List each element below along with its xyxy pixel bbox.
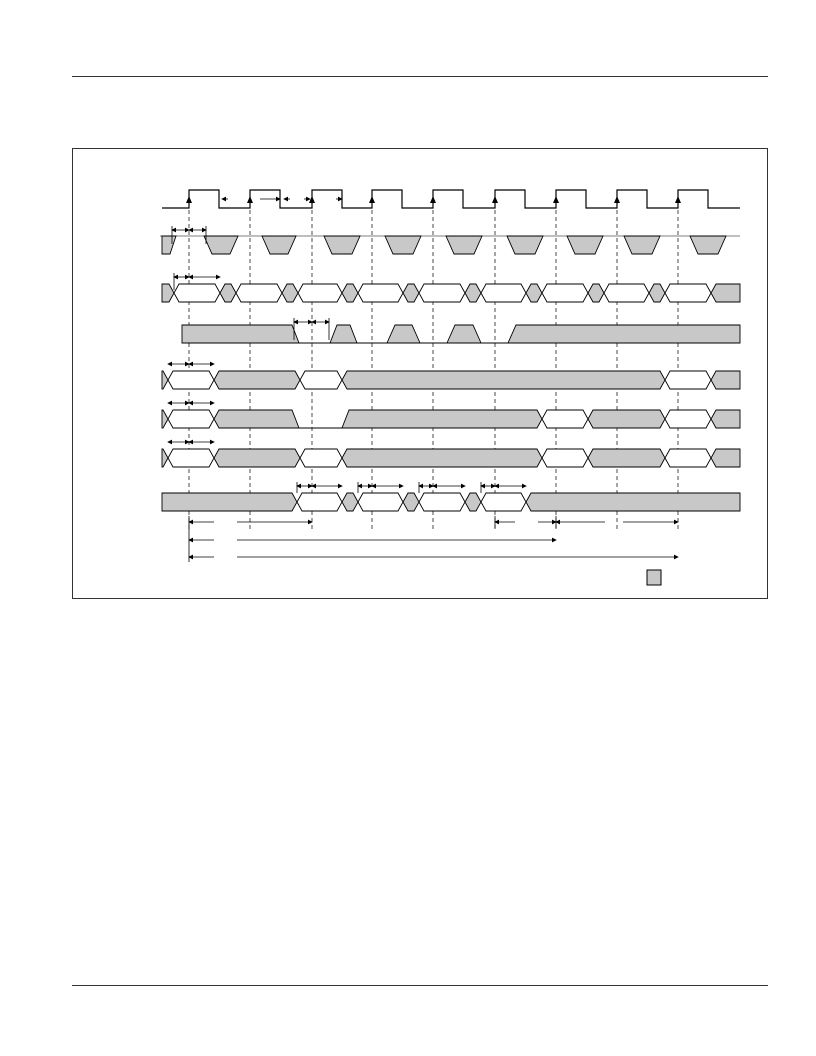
signal-pulse bbox=[447, 325, 481, 343]
undefined-segment bbox=[508, 325, 740, 343]
strobe-pulse bbox=[690, 236, 726, 254]
undefined-segment bbox=[162, 284, 174, 302]
clock-edge-arrow bbox=[369, 196, 375, 203]
undefined-segment bbox=[214, 371, 300, 389]
undefined-segment bbox=[220, 284, 236, 302]
strobe-pulse bbox=[162, 236, 176, 254]
valid-segment bbox=[174, 284, 220, 302]
valid-segment bbox=[419, 493, 465, 511]
undefined-segment bbox=[162, 371, 168, 389]
undefined-segment bbox=[711, 284, 740, 302]
undefined-segment bbox=[526, 284, 542, 302]
strobe-pulse bbox=[262, 236, 296, 254]
clock-waveform bbox=[162, 190, 740, 208]
strobe-pulse bbox=[446, 236, 482, 254]
undefined-segment bbox=[711, 449, 740, 467]
undefined-segment bbox=[214, 410, 299, 428]
undefined-segment bbox=[588, 284, 604, 302]
undefined-segment bbox=[162, 410, 168, 428]
undefined-segment bbox=[711, 410, 740, 428]
undefined-segment bbox=[649, 284, 665, 302]
clock-edge-arrow bbox=[675, 196, 681, 203]
undefined-segment bbox=[342, 410, 542, 428]
valid-segment bbox=[236, 284, 282, 302]
valid-segment bbox=[604, 284, 649, 302]
valid-segment bbox=[358, 493, 403, 511]
undefined-segment bbox=[465, 493, 481, 511]
valid-segment bbox=[419, 284, 465, 302]
valid-segment bbox=[481, 493, 526, 511]
clock-edge-guides bbox=[189, 196, 678, 532]
valid-segment bbox=[300, 449, 342, 467]
valid-segment bbox=[298, 284, 342, 302]
clock-edge-arrow bbox=[430, 196, 436, 203]
clock-edge-arrow bbox=[614, 196, 620, 203]
strobe-pulse bbox=[624, 236, 660, 254]
undefined-segment bbox=[588, 410, 665, 428]
valid-segment bbox=[542, 449, 588, 467]
legend-swatch bbox=[647, 570, 661, 585]
undefined-segment bbox=[403, 493, 419, 511]
valid-segment bbox=[481, 284, 526, 302]
undefined-segment bbox=[282, 284, 298, 302]
undefined-segment bbox=[162, 449, 168, 467]
undefined-segment bbox=[526, 493, 740, 511]
valid-segment bbox=[665, 410, 711, 428]
strobe-pulse bbox=[324, 236, 360, 254]
undefined-segment bbox=[342, 371, 665, 389]
valid-segment bbox=[665, 449, 711, 467]
valid-segment bbox=[358, 284, 403, 302]
valid-segment bbox=[168, 371, 214, 389]
undefined-segment bbox=[342, 449, 542, 467]
valid-segment bbox=[297, 493, 342, 511]
valid-segment bbox=[665, 371, 711, 389]
strobe-pulse bbox=[567, 236, 603, 254]
valid-segment bbox=[542, 284, 588, 302]
valid-segment bbox=[542, 410, 588, 428]
valid-segment bbox=[300, 371, 342, 389]
strobe-pulse bbox=[507, 236, 543, 254]
strobe-pulse bbox=[385, 236, 421, 254]
valid-segment bbox=[168, 449, 214, 467]
clock-edge-arrow bbox=[186, 196, 192, 203]
undefined-segment bbox=[214, 449, 300, 467]
undefined-segment bbox=[588, 449, 665, 467]
signal-waveforms bbox=[160, 236, 740, 511]
signal-pulse bbox=[330, 325, 357, 343]
clock-edge-arrow bbox=[492, 196, 498, 203]
strobe-pulse bbox=[204, 236, 238, 254]
undefined-segment bbox=[342, 284, 358, 302]
clock-edge-arrow bbox=[309, 196, 315, 203]
valid-segment bbox=[168, 410, 214, 428]
clock-line bbox=[162, 190, 740, 208]
undefined-segment bbox=[403, 284, 419, 302]
undefined-segment bbox=[342, 493, 358, 511]
valid-segment bbox=[665, 284, 711, 302]
clock-edge-arrow bbox=[247, 196, 253, 203]
clock-edge-arrow bbox=[553, 196, 559, 203]
signal-pulse bbox=[387, 325, 420, 343]
undefined-segment bbox=[182, 325, 299, 343]
undefined-segment bbox=[711, 371, 740, 389]
undefined-segment bbox=[465, 284, 481, 302]
undefined-segment bbox=[162, 493, 297, 511]
